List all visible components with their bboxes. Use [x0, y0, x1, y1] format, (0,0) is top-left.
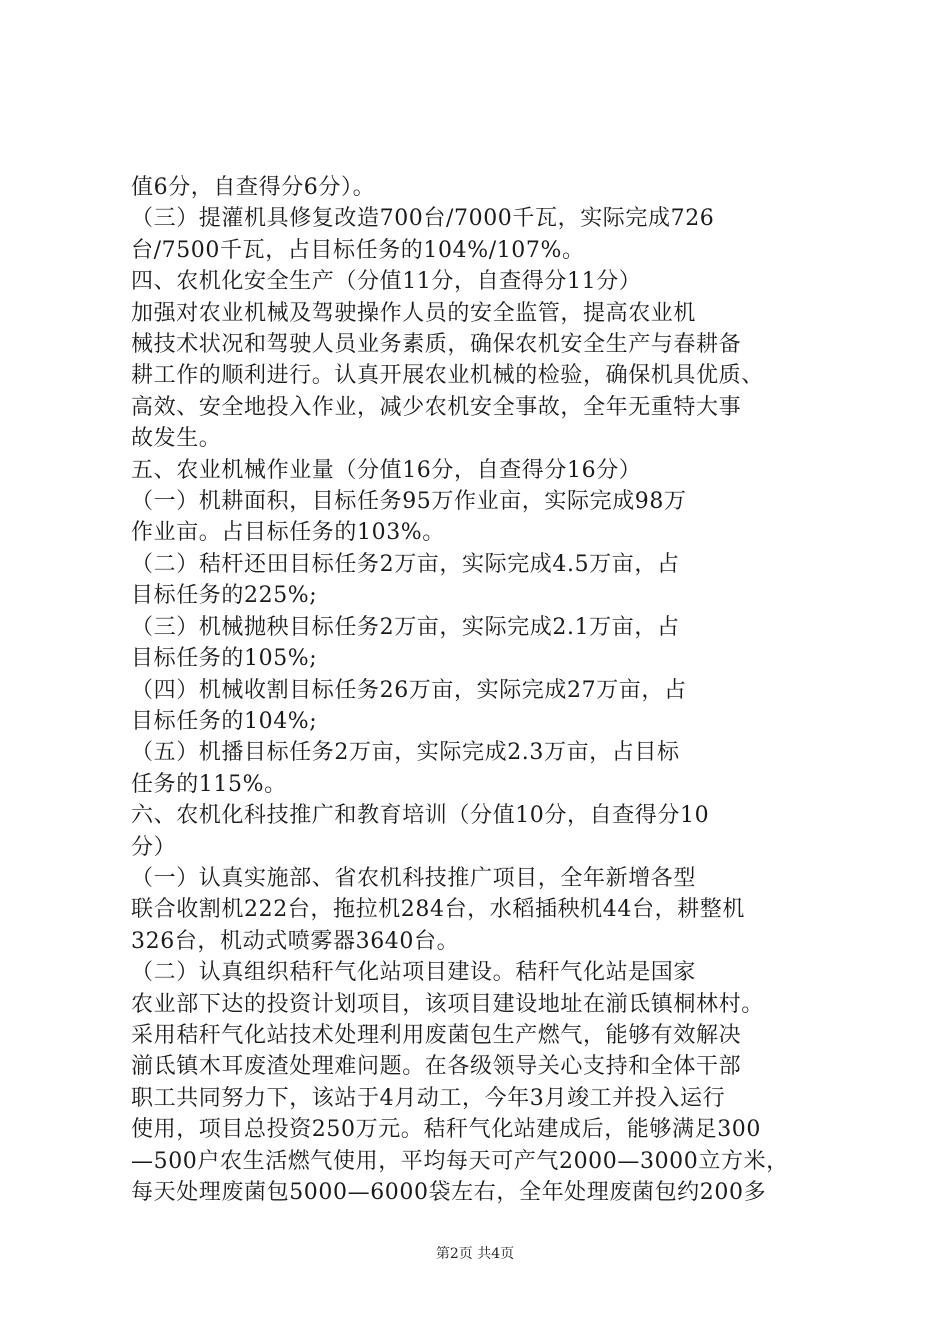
text-line: 作业亩。占目标任务的103%。	[131, 520, 445, 546]
section-heading: 五、农业机械作业量（分值16分，自查得分16分）	[131, 457, 642, 483]
text-line: 分）	[131, 834, 177, 860]
text-line: 加强对农业机械及驾驶操作人员的安全监管，提高农业机	[131, 300, 697, 326]
text-line: 故发生。	[131, 426, 222, 452]
text-line: （二）秸杆还田目标任务2万亩，实际完成4.5万亩，占	[131, 551, 680, 577]
text-line: 目标任务的104%;	[131, 708, 318, 734]
text-line: （一）认真实施部、省农机科技推广项目，全年新增各型	[131, 865, 697, 891]
text-line: （五）机播目标任务2万亩，实际完成2.3万亩，占目标	[131, 740, 680, 766]
text-line: 目标任务的105%;	[131, 646, 318, 672]
text-line: 联合收割机222台，拖拉机284台，水稻插秧机44台，耕整机	[131, 897, 745, 923]
page-footer: 第2页 共4页	[435, 1246, 515, 1262]
text-line: —500户农生活燃气使用，平均每天可产气2000—3000立方米，	[131, 1148, 789, 1174]
text-line: （二）认真组织秸秆气化站项目建设。秸秆气化站是国家	[131, 960, 697, 986]
text-line: （一）机耕面积，目标任务95万作业亩，实际完成98万	[131, 489, 687, 515]
section-heading: 四、农机化安全生产（分值11分，自查得分11分）	[131, 269, 642, 295]
text-line: 采用秸秆气化站技术处理利用废菌包生产燃气，能够有效解决	[131, 1022, 742, 1048]
text-line: 高效、安全地投入作业，减少农机安全事故，全年无重特大事	[131, 394, 742, 420]
text-line: 湔氐镇木耳废渣处理难问题。在各级领导关心支持和全体干部	[131, 1054, 742, 1080]
text-line: 目标任务的225%;	[131, 583, 318, 609]
text-line: （三）机械抛秧目标任务2万亩，实际完成2.1万亩，占	[131, 614, 680, 640]
text-line: 职工共同努力下，该站于4月动工，今年3月竣工并投入运行	[131, 1085, 726, 1111]
text-line: 农业部下达的投资计划项目，该项目建设地址在湔氐镇桐林村。	[131, 991, 764, 1017]
text-line: 耕工作的顺利进行。认真开展农业机械的检验，确保机具优质、	[131, 363, 764, 389]
text-line: 326台，机动式喷雾器3640台。	[131, 928, 460, 954]
text-line: 值6分，自查得分6分）。	[131, 175, 376, 200]
text-line: 每天处理废菌包5000—6000袋左右，全年处理废菌包约200多	[131, 1180, 767, 1205]
text-line: 任务的115%。	[131, 771, 287, 797]
section-heading: 六、农机化科技推广和教育培训（分值10分，自查得分10	[131, 803, 710, 829]
text-line: 使用，项目总投资250万元。秸秆气化站建成后，能够满足300	[131, 1117, 761, 1143]
text-line: 械技术状况和驾驶人员业务素质，确保农机安全生产与春耕备	[131, 332, 742, 358]
document-body	[131, 172, 831, 1208]
text-line: （四）机械收割目标任务26万亩，实际完成27万亩，占	[131, 677, 687, 703]
text-line: 台/7500千瓦，占目标任务的104%/107%。	[131, 237, 585, 263]
text-line: （三）提灌机具修复改造700台/7000千瓦，实际完成726	[131, 206, 715, 232]
